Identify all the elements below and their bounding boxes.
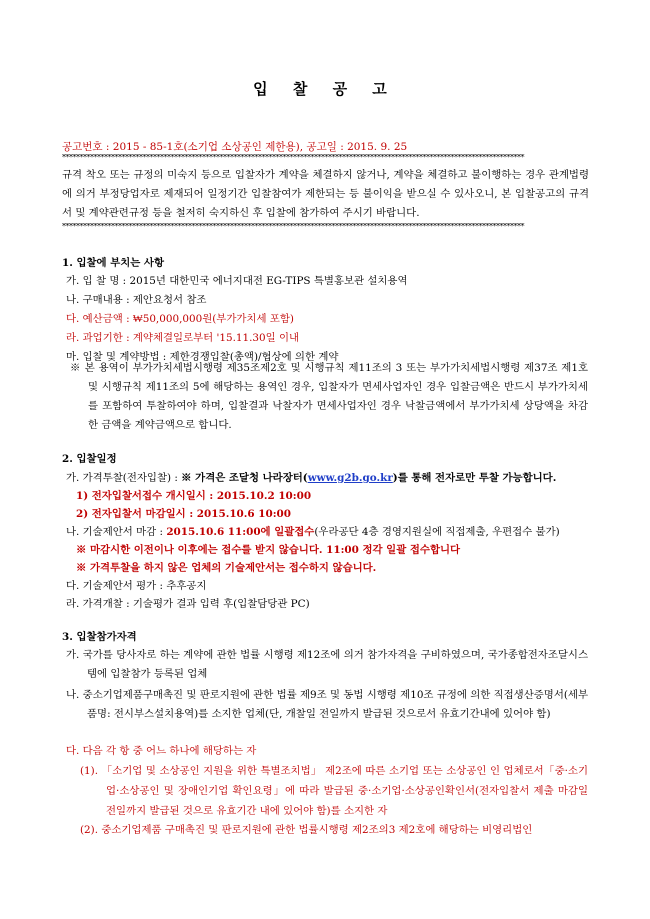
s2-a2-close-date: 2) 전자입찰서 마감일시 : 2015.10.6 10:00 [76, 508, 292, 520]
s1-item-e: 마. 입찰 및 계약방법 : 제한경쟁입찰(총액)/협상에 의한 계약 [66, 351, 339, 363]
s1-item-a: 가. 입 찰 명 : 2015년 대한민국 에너지대전 EG-TIPS 특별홍보관 설치용역 [66, 275, 408, 287]
s1-item-c: 다. 예산금액 : ₩50,000,000원(부가가치세 포함) [66, 313, 294, 325]
s2-item-b [66, 524, 560, 541]
s2-a-note-pre: ※ 가격은 조달청 나라장터( [181, 472, 308, 484]
s2-a-note-post: )를 통해 전자로만 투찰 가능합니다. [392, 472, 557, 484]
s2-b-rest: (우라공단 4층 경영지원실에 직접제출, 우편접수 불가) [314, 526, 560, 538]
separator-top: ************************************************************************************************************************************ [62, 154, 524, 162]
s3-c1-text: (1). 「소기업 및 소상공인 지원을 위한 특별조치법」 제2조에 따른 소기업 또는 소상공인 인 업체로서「중·소기업·소상공인 및 장애인기업 확인요령」에 따라 발급된 중·소기업·소상공인확인서(전자입찰서 제출 마감일 전일까지 발급된 것으로 유효기간 내에 있어야 함)를 소지한 자 [80, 765, 588, 817]
intro-paragraph: 규격 착오 또는 규정의 미숙지 등으로 입찰자가 계약을 체결하지 않거나, 계약을 체결하고 불이행하는 경우 관계법령에 의거 부정당업자로 제재되어 일정기간 입찰참여가 제한되는 등 불이익을 받으실 수 있사오니, 본 입찰공고의 규격서 및 계약관련규정 등을 철저히 숙지하신 후 입찰에 참가하여 주시기 바랍니다. [62, 169, 589, 219]
s3-c2-text: (2). 중소기업제품 구매촉진 및 판로지원에 관한 법률시행령 제2조의3 제2호에 해당하는 비영리법인 [80, 824, 533, 836]
s1-vat-note: ※ 본 용역이 부가가치세법시행령 제35조제2호 및 시행규칙 제11조의 3 또는 부가가치세법시행령 제37조 제1호 및 시행규칙 제11조의 5에 해당하는 용역인 경우, 입찰자가 면세사업자인 경우 입찰금액은 반드시 부가가치세를 포함하여 투찰하여야 하며, 입찰결과 낙찰자가 면세사업자인 경우 낙찰금액에서 부가가치세 상당액을 차감한 금액을 계약금액으로 합니다. [70, 362, 588, 431]
page-title: 입 찰 공 고 [253, 80, 397, 98]
s2-b-deadline: 2015.10.6 11:00에 일괄접수 [166, 526, 315, 538]
s2-b-note-1: ※ 마감시한 이전이나 이후에는 접수를 받지 않습니다. 11:00 정각 일괄 접수합니다 [76, 544, 461, 556]
section-2-heading: 2. 입찰일정 [62, 453, 117, 465]
s3-item-b: 나. 중소기업제품구매촉진 및 판로지원에 관한 법률 제9조 및 동법 시행령 제10조 규정에 의한 직접생산증명서(세부품명: 전시부스설치용역)를 소지한 업체(단, 개찰일 전일까지 발급된 것으로서 유효기간내에 있어야 함) [66, 689, 588, 720]
notice-number-line: 공고번호 : 2015 - 85-1호(소기업 소상공인 제한용), 공고일 : 2015. 9. 25 [62, 141, 408, 153]
s1-item-b: 나. 구매내용 : 제안요청서 참조 [66, 294, 207, 306]
s2-a1-open-date: 1) 전자입찰서접수 개시일시 : 2015.10.2 10:00 [76, 490, 312, 502]
g2b-link[interactable]: www.g2b.go.kr [307, 472, 393, 484]
s2-a-label: 가. 가격투찰(전자입찰) : [66, 472, 182, 484]
s2-item-d: 라. 가격개찰 : 기술평가 결과 입력 후(입찰담당관 PC) [66, 598, 310, 610]
s3-c1 [80, 761, 588, 821]
s3-item-a: 가. 국가를 당사자로 하는 계약에 관한 법률 시행령 제12조에 의거 참가자격을 구비하였으며, 국가종합전자조달시스템에 입찰참가 등록된 업체 [66, 649, 588, 680]
s2-item-a [66, 470, 556, 487]
s3-c2 [80, 822, 532, 839]
s1-item-d: 라. 과업기한 : 계약체결일로부터 '15.11.30일 이내 [66, 332, 300, 344]
separator-bottom: ************************************************************************************************************************************ [62, 223, 524, 231]
section-1-heading: 1. 입찰에 부치는 사항 [62, 257, 164, 269]
s2-b-label: 나. 기술제안서 마감 : [66, 526, 167, 538]
s3-item-c: 다. 다음 각 항 중 어느 하나에 해당하는 자 [66, 745, 257, 757]
s2-b-note-2: ※ 가격투찰을 하지 않은 업체의 기술제안서는 접수하지 않습니다. [76, 562, 377, 574]
section-3-heading: 3. 입찰참가자격 [62, 631, 137, 643]
s2-item-c: 다. 기술제안서 평가 : 추후공지 [66, 580, 207, 592]
